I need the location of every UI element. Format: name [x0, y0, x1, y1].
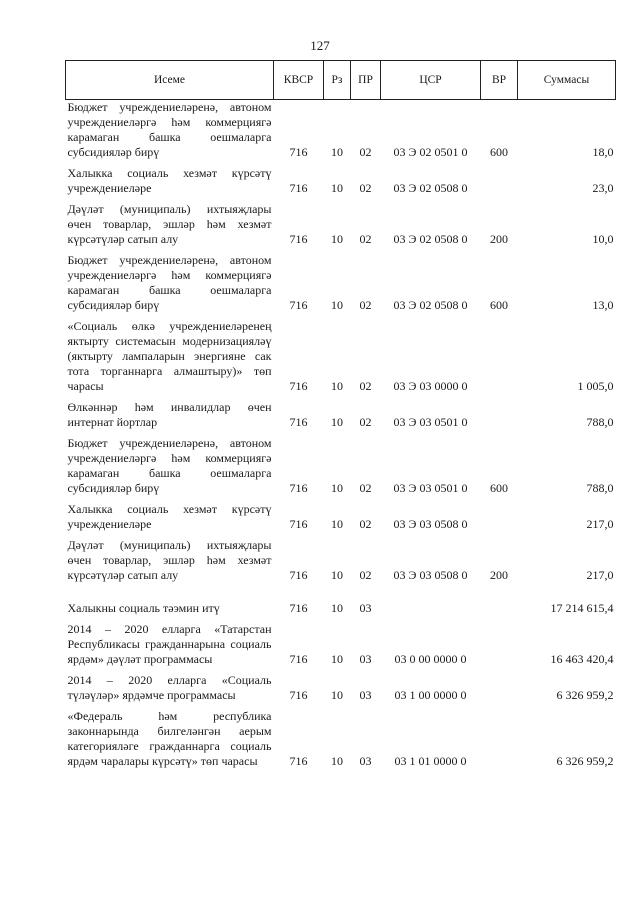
table-row: [66, 319, 616, 400]
table-row: [66, 400, 616, 436]
row-name: Бюджет учреждениеләренә, автоном учреждениеләргә һәм коммерциягә карамаган башка оешмаларга субсидияләр бирү: [67, 100, 272, 159]
row-kvsr: 716: [289, 688, 308, 702]
row-kvsr: 716: [289, 181, 308, 195]
row-rz: 10: [331, 181, 343, 195]
row-amount: 788,0: [586, 415, 614, 429]
row-rz: 10: [331, 652, 343, 666]
row-csr: 03 1 00 0000 0: [394, 688, 467, 702]
row-amount: 217,0: [586, 568, 614, 582]
row-vr: [481, 502, 518, 538]
row-pr: 02: [359, 181, 372, 195]
row-rz: 10: [331, 517, 343, 531]
row-csr: 03 Э 03 0501 0: [393, 415, 468, 429]
table-row: [66, 709, 616, 775]
row-csr: 03 Э 02 0501 0: [393, 145, 468, 159]
row-name: Бюджет учреждениеләренә, автоном учреждениеләргә һәм коммерциягә карамаган башка оешмаларга субсидияләр бирү: [67, 253, 272, 312]
row-amount: 788,0: [586, 481, 614, 495]
row-csr: 03 Э 03 0508 0: [393, 568, 468, 582]
row-name: Дәүләт (муниципаль) ихтыяҗлары өчен товарлар, эшләр һәм хезмәт күрсәтүләр сатып алу: [67, 538, 272, 582]
row-vr: [481, 319, 518, 400]
header-vr: ВР: [481, 61, 518, 100]
row-amount: 16 463 420,4: [550, 652, 614, 666]
header-kvsr: КВСР: [274, 61, 324, 100]
header-csr: ЦСР: [381, 61, 481, 100]
budget-table: [65, 60, 616, 775]
table-row: [66, 166, 616, 202]
table-row: [66, 589, 616, 622]
row-kvsr: 716: [289, 568, 308, 582]
row-csr: 03 Э 02 0508 0: [393, 298, 468, 312]
row-name: Дәүләт (муниципаль) ихтыяҗлары өчен товарлар, эшләр һәм хезмәт күрсәтүләр сатып алу: [67, 202, 272, 246]
row-pr: 02: [359, 481, 372, 495]
table-row: [66, 253, 616, 319]
table-row: [66, 202, 616, 253]
row-amount: 23,0: [592, 181, 614, 195]
row-name: 2014 – 2020 елларга «Татарстан Республикасы гражданнарына социаль ярдәм» дәүләт программасы: [67, 622, 272, 666]
row-rz: 10: [331, 481, 343, 495]
row-name: Бюджет учреждениеләренә, автоном учреждениеләргә һәм коммерциягә карамаган башка оешмаларга субсидияләр бирү: [67, 436, 272, 495]
row-csr: 03 0 00 0000 0: [394, 652, 467, 666]
row-pr: 02: [359, 379, 372, 393]
row-name: «Социаль өлкә учреждениеләренең яктырту системасын модернизацияләү (яктырту лампаларын энергияне сак тота торганнарга алмаштыру)» төп чарасы: [67, 319, 272, 393]
row-pr: 03: [359, 754, 372, 768]
row-name: Халыкка социаль хезмәт күрсәтү учреждениеләре: [67, 502, 272, 531]
row-csr: 03 Э 03 0508 0: [393, 517, 468, 531]
row-amount: 6 326 959,2: [556, 754, 614, 768]
row-kvsr: 716: [289, 379, 308, 393]
row-pr: 02: [359, 232, 372, 246]
row-amount: 10,0: [592, 232, 614, 246]
row-kvsr: 716: [289, 517, 308, 531]
row-rz: 10: [331, 688, 343, 702]
row-vr: [481, 709, 518, 775]
row-name: 2014 – 2020 елларга «Социаль түләүләр» ярдәмче программасы: [67, 673, 272, 702]
row-kvsr: 716: [289, 415, 308, 429]
row-csr: 03 Э 02 0508 0: [393, 181, 468, 195]
row-kvsr: 716: [289, 754, 308, 768]
row-kvsr: 716: [289, 601, 308, 615]
header-name: Исеме: [66, 61, 274, 100]
row-rz: 10: [331, 379, 343, 393]
row-vr: 200: [490, 232, 508, 246]
row-rz: 10: [331, 568, 343, 582]
row-name: «Федераль һәм республика законнарында билгеләнгән аерым категорияләге гражданнарга социаль ярдәм чаралары күрсәтү» төп чарасы: [67, 709, 272, 768]
row-pr: 02: [359, 415, 372, 429]
row-amount: 18,0: [592, 145, 614, 159]
row-name: Халыкка социаль хезмәт күрсәтү учреждениеләре: [67, 166, 272, 195]
row-pr: 03: [359, 601, 372, 615]
row-rz: 10: [331, 754, 343, 768]
row-vr: [481, 400, 518, 436]
row-vr: [481, 622, 518, 673]
row-vr: 200: [490, 568, 508, 582]
row-csr: 03 Э 03 0000 0: [393, 379, 468, 393]
row-name: Халыкны социаль тәэмин итү: [67, 601, 220, 615]
header-rz: Рз: [324, 61, 351, 100]
header-pr: ПР: [351, 61, 381, 100]
row-rz: 10: [331, 298, 343, 312]
table-row: [66, 100, 616, 167]
row-rz: 10: [331, 601, 343, 615]
row-name: Өлкәннәр һәм инвалидлар өчен интернат йортлар: [67, 400, 272, 429]
table-row: [66, 502, 616, 538]
row-kvsr: 716: [289, 652, 308, 666]
row-pr: 02: [359, 298, 372, 312]
row-amount: 6 326 959,2: [556, 688, 614, 702]
row-csr: 03 Э 02 0508 0: [393, 232, 468, 246]
row-rz: 10: [331, 145, 343, 159]
row-kvsr: 716: [289, 232, 308, 246]
row-pr: 02: [359, 568, 372, 582]
header-amount: Суммасы: [518, 61, 616, 100]
table-row: [66, 538, 616, 589]
row-kvsr: 716: [289, 481, 308, 495]
row-vr: 600: [490, 298, 508, 312]
row-pr: 03: [359, 652, 372, 666]
table-body: [66, 100, 616, 776]
page-number: 127: [310, 38, 330, 53]
row-rz: 10: [331, 232, 343, 246]
row-vr: [481, 589, 518, 622]
row-pr: 02: [359, 517, 372, 531]
row-pr: 02: [359, 145, 372, 159]
row-amount: 1 005,0: [577, 379, 614, 393]
row-csr: 03 Э 03 0501 0: [393, 481, 468, 495]
row-kvsr: 716: [289, 298, 308, 312]
row-vr: 600: [490, 481, 508, 495]
table-row: [66, 673, 616, 709]
row-pr: 03: [359, 688, 372, 702]
row-rz: 10: [331, 415, 343, 429]
row-amount: 13,0: [592, 298, 614, 312]
row-csr: 03 1 01 0000 0: [394, 754, 467, 768]
table-row: [66, 436, 616, 502]
row-vr: [481, 673, 518, 709]
row-vr: 600: [490, 145, 508, 159]
row-vr: [481, 166, 518, 202]
row-csr: [381, 589, 481, 622]
table-header-row: [66, 61, 616, 100]
row-amount: 217,0: [586, 517, 614, 531]
table-row: [66, 622, 616, 673]
row-kvsr: 716: [289, 145, 308, 159]
row-amount: 17 214 615,4: [550, 601, 614, 615]
